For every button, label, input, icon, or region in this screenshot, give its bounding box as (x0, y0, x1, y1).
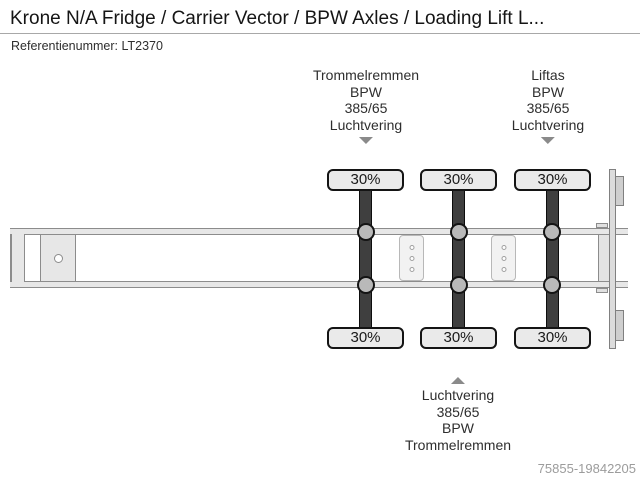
annotation-line: BPW (350, 83, 382, 100)
rivet-dot (409, 256, 414, 261)
chassis-bottom-rail (10, 281, 628, 288)
rivet-dot (409, 245, 414, 250)
axle3-bar (546, 187, 559, 331)
axle2-bar (452, 187, 465, 331)
chassis-top-rail (10, 228, 628, 235)
axle2-top-wheel-load-badge: 30% (420, 169, 497, 191)
rear-bracket (596, 223, 608, 228)
crossmember (399, 235, 424, 281)
up-arrow-icon (451, 377, 465, 384)
annotation-line: Trommelremmen (312, 67, 420, 83)
axle2-top-hub (450, 223, 468, 241)
annotation-line: Luchtvering (329, 116, 403, 133)
axle2-bottom-hub (450, 276, 468, 294)
kingpin-circle (54, 254, 63, 263)
annotation-line: 385/65 (436, 403, 480, 420)
axle2-bottom-wheel-load-badge: 30% (420, 327, 497, 349)
reference-number: Referentienummer: LT2370 (11, 39, 163, 53)
rear-door-hinge (615, 310, 624, 341)
annotation-line: BPW (532, 83, 564, 100)
annotation-line: Luchtvering (421, 387, 495, 403)
rivet-dot (501, 256, 506, 261)
axle1-bar (359, 187, 372, 331)
page-title: Krone N/A Fridge / Carrier Vector / BPW Axles / Loading Lift L... (10, 8, 545, 29)
annotation-line: BPW (442, 420, 474, 436)
rivet-dot (501, 267, 506, 272)
axle1-top-wheel-load-badge: 30% (327, 169, 404, 191)
axle3-top-wheel-load-badge: 30% (514, 169, 591, 191)
axle2-annotation (405, 377, 511, 453)
annotation-line: Liftas (531, 67, 565, 83)
axle1-bottom-wheel-load-badge: 30% (327, 327, 404, 349)
trailer-front-section (10, 234, 25, 282)
rivet-dot (409, 267, 414, 272)
rear-bracket (596, 288, 608, 293)
down-arrow-icon (359, 137, 373, 144)
axle3-annotation (512, 67, 584, 144)
axle3-top-hub (543, 223, 561, 241)
axle3-bottom-hub (543, 276, 561, 294)
annotation-line: 385/65 (344, 100, 388, 116)
rear-door-hinge (615, 176, 624, 206)
annotation-line: Trommelremmen (404, 436, 512, 453)
crossmember (491, 235, 516, 281)
rivet-dot (501, 245, 506, 250)
annotation-line: 385/65 (526, 100, 570, 116)
watermark-id: 75855-19842205 (537, 461, 636, 476)
axle1-top-hub (357, 223, 375, 241)
axle1-bottom-hub (357, 276, 375, 294)
axle1-annotation (313, 67, 419, 144)
axle3-bottom-wheel-load-badge: 30% (514, 327, 591, 349)
title-divider (0, 33, 640, 34)
down-arrow-icon (541, 137, 555, 144)
annotation-line: Luchtvering (511, 116, 585, 133)
